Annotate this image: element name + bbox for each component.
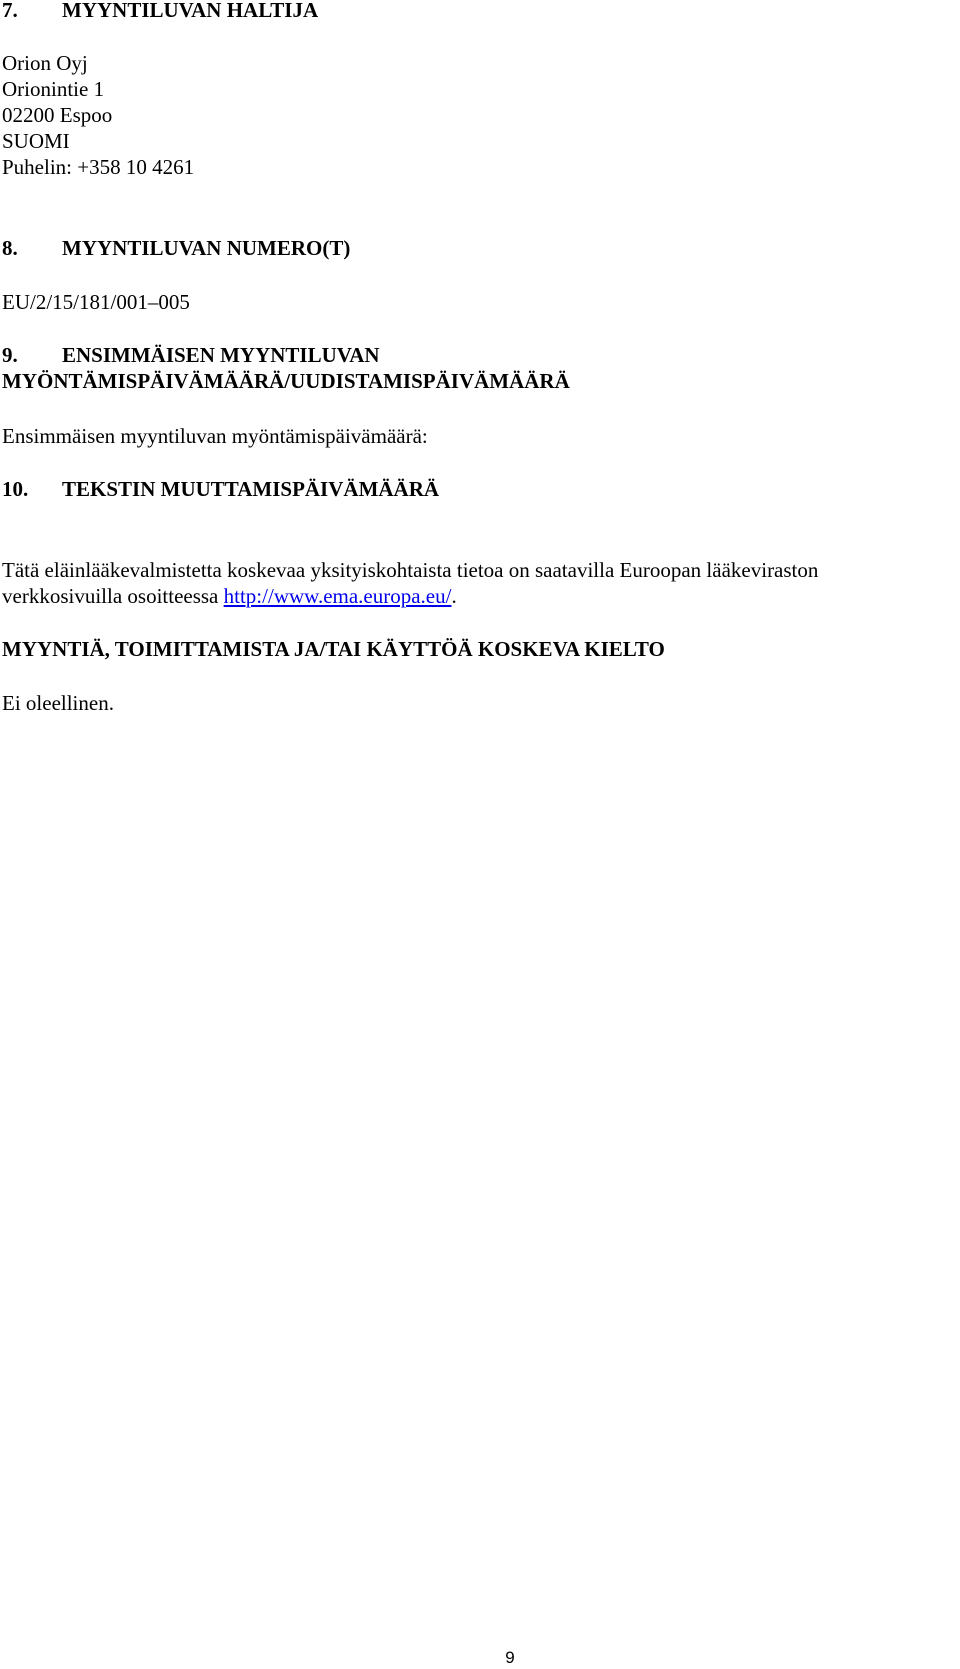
section-10-text-line2-prefix: verkkosivuilla osoitteessa <box>2 584 224 608</box>
marketing-authorisation-number: EU/2/15/181/001–005 <box>2 290 190 314</box>
marketing-authorisation-holder-address <box>2 50 194 180</box>
address-line: Orion Oyj <box>2 51 88 75</box>
section-10-title: TEKSTIN MUUTTAMISPÄIVÄMÄÄRÄ <box>62 477 440 501</box>
address-line: Orionintie 1 <box>2 77 105 101</box>
section-7-title: MYYNTILUVAN HALTIJA <box>62 0 319 22</box>
section-10-text-line2-suffix: . <box>451 584 457 608</box>
section-8-heading <box>2 235 350 261</box>
section-10-heading <box>2 476 439 502</box>
page-number: 9 <box>505 1648 515 1667</box>
address-line: 02200 Espoo <box>2 103 113 127</box>
first-authorisation-date: Ensimmäisen myyntiluvan myöntämispäivämäärä: <box>2 424 428 448</box>
ema-website-link[interactable]: http://www.ema.europa.eu/ <box>223 584 452 608</box>
address-line: Puhelin: +358 10 4261 <box>2 155 195 179</box>
section-9-title-line1: ENSIMMÄISEN MYYNTILUVAN <box>62 343 380 367</box>
section-10-number: 10. <box>2 477 29 501</box>
address-line: SUOMI <box>2 129 70 153</box>
prohibition-value: Ei oleellinen. <box>2 691 114 715</box>
prohibition-heading: MYYNTIÄ, TOIMITTAMISTA JA/TAI KÄYTTÖÄ KOSKEVA KIELTO <box>2 637 665 661</box>
section-9-number: 9. <box>2 343 18 367</box>
section-7-heading <box>2 0 318 23</box>
section-8-title: MYYNTILUVAN NUMERO(T) <box>62 236 351 260</box>
section-9-title-line2: MYÖNTÄMISPÄIVÄMÄÄRÄ/UUDISTAMISPÄIVÄMÄÄRÄ <box>2 369 570 393</box>
section-10-text <box>2 557 818 609</box>
section-7-number: 7. <box>2 0 18 22</box>
section-10-text-line1: Tätä eläinlääkevalmistetta koskevaa yksityiskohtaista tietoa on saatavilla Euroopan lääkeviraston <box>2 558 819 582</box>
section-9-heading <box>2 342 570 394</box>
section-8-number: 8. <box>2 236 18 260</box>
